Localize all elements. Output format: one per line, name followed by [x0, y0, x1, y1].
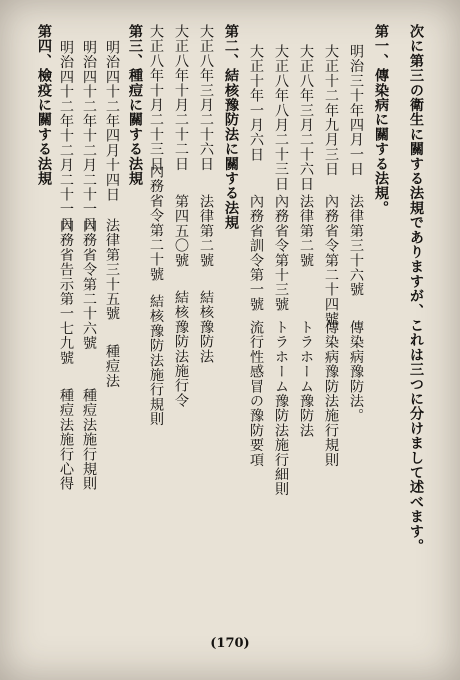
- law-entry: [148, 24, 164, 426]
- entry-date: 大正八年八月二十三日: [273, 44, 289, 191]
- entry-title: 傳染病豫防法施行規則: [323, 320, 339, 467]
- entry-title: 種痘法施行規則: [81, 388, 97, 491]
- entry-date: 明治四十二年十二月二十一日: [81, 40, 97, 232]
- law-entry: [323, 24, 339, 467]
- vertical-text-body: [16, 24, 426, 642]
- law-entry: [248, 24, 264, 467]
- entry-law-number: 法律第三十五號: [104, 218, 120, 321]
- law-entry: [198, 24, 214, 364]
- page-number: (170): [210, 636, 250, 651]
- section-heading: 第二、結核豫防法に關する法規: [223, 24, 239, 230]
- entry-title: 種痘法施行心得: [58, 388, 74, 491]
- entry-law-number: 內務省令第二十四號: [323, 194, 339, 327]
- law-entry: [273, 24, 289, 496]
- entry-title: 結核豫防法: [198, 290, 214, 364]
- entry-law-number: 法律第二號: [198, 194, 214, 268]
- entry-date: 明治四十二年四月十四日: [104, 40, 120, 202]
- entry-title: 結核豫防法施行令: [173, 290, 189, 408]
- entry-title: 傳染病豫防法。: [348, 320, 364, 423]
- intro-line: 次に第三の衛生に關する法規でありますが、これは三つに分けまして述べます。: [408, 24, 424, 554]
- entry-title: 流行性感冒の豫防要項: [248, 320, 264, 467]
- section-heading: 第一、傳染病に關する法規。: [373, 24, 389, 216]
- entry-law-number: 第四五〇號: [173, 194, 189, 268]
- law-entry: [173, 24, 189, 408]
- entry-date: 大正八年十月二十二日: [173, 24, 189, 171]
- entry-title: トラホーム豫防法: [298, 320, 314, 438]
- entry-date: 大正八年三月二十六日: [298, 44, 314, 191]
- law-entry: [81, 24, 97, 491]
- entry-law-number: 內務省令第二十六號: [81, 218, 97, 351]
- law-entry: [298, 24, 314, 438]
- law-entry: [348, 24, 364, 423]
- entry-date: 明治四十二年十二月二十一日: [58, 40, 74, 232]
- section-heading: 第三、種痘に關する法規: [127, 24, 143, 186]
- section-heading: 第四、檢疫に關する法規: [36, 24, 52, 186]
- entry-law-number: 內務省訓令第一號: [248, 194, 264, 312]
- law-entry: [58, 24, 74, 491]
- entry-date: 明治三十年四月一日: [348, 44, 364, 177]
- entry-law-number: 內務省令第十三號: [273, 194, 289, 312]
- entry-law-number: 內務省令第二十號: [148, 164, 164, 282]
- entry-title: トラホーム豫防法施行細則: [273, 320, 289, 497]
- entry-title: 種痘法: [104, 344, 120, 389]
- entry-law-number: 內務省告示第一七九號: [58, 218, 74, 365]
- entry-date: 大正十二年九月三日: [323, 44, 339, 177]
- entry-date: 大正八年三月二十六日: [198, 24, 214, 171]
- entry-date: 大正十年一月六日: [248, 44, 264, 162]
- entry-law-number: 法律第三十六號: [348, 194, 364, 297]
- entry-law-number: 法律第二號: [298, 194, 314, 268]
- entry-title: 結核豫防法施行規則: [148, 294, 164, 427]
- entry-date: 大正八年十月二十三日: [148, 24, 164, 171]
- law-entry: [104, 24, 120, 388]
